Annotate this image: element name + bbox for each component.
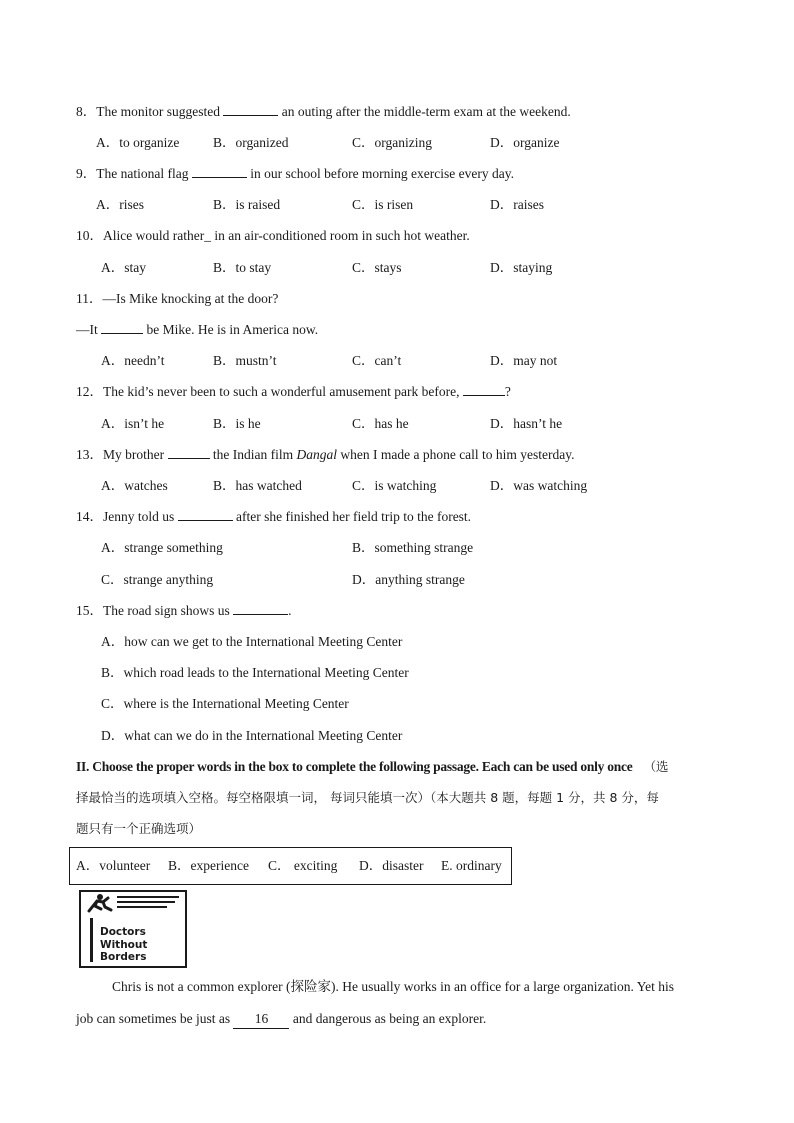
answer-blank [101,321,143,334]
answer-blank [463,383,505,396]
answer-blank [233,602,288,615]
option-d: D．was watching [490,478,588,493]
passage-line-2: job can sometimes be just as 16 and dangerous as being an explorer. [76,1010,486,1029]
option-a: A．rises [96,197,144,212]
option-a: A．to organize [96,135,180,150]
passage-line-1: Chris is not a common explorer (探险家). He usually works in an office for a large organization. Yet his [112,979,675,994]
option-d: D．may not [490,353,558,368]
option-d: D．raises [490,197,544,212]
option-c: C．stays [352,260,402,275]
film-title: Dangal [296,447,337,462]
question-11-stem: 11．—Is Mike knocking at the door? [76,291,279,306]
word-option-a: A．volunteer [76,858,151,873]
question-13-stem: 13．My brother the Indian film Dangal when I made a phone call to him yesterday. [76,447,575,462]
option-c: C．can’t [352,353,402,368]
option-d: D．anything strange [352,572,465,587]
question-14-stem: 14．Jenny told us after she finished her field trip to the forest. [76,509,472,524]
logo-text: Doctors Without Borders [100,926,148,963]
option-a: A．watches [101,478,168,493]
word-box [69,847,512,885]
logo-bar [90,918,93,962]
option-b: B．is raised [213,197,281,212]
doctors-without-borders-logo [79,890,187,968]
option-c: C．where is the International Meeting Center [101,696,349,711]
section-2-title: II. Choose the proper words in the box to complete the following passage. Each can be used only once （选 [76,759,669,774]
option-c: C．strange anything [101,572,214,587]
option-b: B．has watched [213,478,302,493]
option-c: C．organizing [352,135,432,150]
option-b: B．which road leads to the International Meeting Center [101,665,409,680]
section-2-instructions-line2: 择最恰当的选项填入空格。每空格限填一词， 每词只能填一次）（本大题共 8 题，每题 1 分，共 8 分，每 [76,790,659,805]
section-2-instructions-line3: 题只有一个正确选项） [76,821,202,836]
option-a: A．isn’t he [101,416,165,431]
option-d: D．organize [490,135,560,150]
answer-blank [192,165,247,178]
option-c: C．has he [352,416,409,431]
question-8-stem: 8．The monitor suggested an outing after the middle-term exam at the weekend. [76,104,571,119]
option-d: D．staying [490,260,553,275]
answer-blank [168,446,210,459]
option-b: B．mustn’t [213,353,277,368]
option-a: A．how can we get to the International Meeting Center [101,634,403,649]
option-a: A．stay [101,260,146,275]
option-b: B．is he [213,416,261,431]
option-b: B．to stay [213,260,272,275]
option-d: D．hasn’t he [490,416,563,431]
question-12-stem: 12．The kid’s never been to such a wonderful amusement park before, ? [76,384,511,399]
word-option-e: E. ordinary [441,858,502,873]
word-option-b: B．experience [168,858,249,873]
option-a: A．strange something [101,540,223,555]
answer-blank [223,103,278,116]
answer-blank [178,508,233,521]
question-10-stem: 10．Alice would rather_ in an air-conditioned room in such hot weather. [76,228,470,243]
option-a: A．needn’t [101,353,165,368]
option-c: C．is risen [352,197,414,212]
word-option-c: C． exciting [268,858,338,873]
option-d: D．what can we do in the International Meeting Center [101,728,403,743]
option-b: B．something strange [352,540,474,555]
option-c: C．is watching [352,478,437,493]
question-15-stem: 15．The road sign shows us . [76,603,292,618]
word-option-d: D．disaster [359,858,424,873]
question-9-stem: 9．The national flag in our school before morning exercise every day. [76,166,514,181]
question-11-line2: —It be Mike. He is in America now. [76,322,319,337]
blank-16: 16 [233,1010,289,1029]
option-b: B．organized [213,135,289,150]
running-figure-icon [81,892,185,914]
